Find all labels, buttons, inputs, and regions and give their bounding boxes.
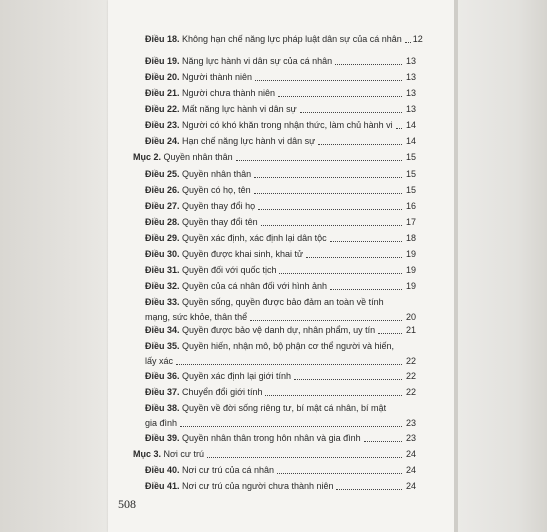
leader-dots <box>330 289 402 290</box>
toc-entry-title: Chuyển đổi giới tính <box>182 387 263 397</box>
toc-entry <box>0 481 547 494</box>
toc-entry-title: Người chưa thành niên <box>182 88 276 98</box>
toc-entry <box>0 403 547 428</box>
toc-entry-page: 20 <box>405 312 416 322</box>
toc-entry-page: 22 <box>405 356 416 366</box>
leader-dots <box>255 80 402 81</box>
toc-entry <box>0 265 547 278</box>
toc-entry-title-cont: lấy xác <box>145 356 174 366</box>
toc-entry-label: Điều 19. <box>145 56 180 66</box>
toc-entry-title: Quyền sống, quyền được bảo đảm an toàn về tính <box>182 297 384 307</box>
leader-dots <box>405 42 411 43</box>
toc-entry-title: Quyền được khai sinh, khai tử <box>182 249 304 259</box>
leader-dots <box>236 160 402 161</box>
toc-entry-label: Điều 24. <box>145 136 180 146</box>
toc-entry-label: Điều 40. <box>145 465 180 475</box>
toc-entry <box>0 104 547 117</box>
toc-entry-page: 18 <box>405 233 416 243</box>
toc-entry-page: 22 <box>405 387 416 397</box>
toc-entry <box>0 56 547 69</box>
leader-dots <box>254 177 402 178</box>
toc-entry <box>0 169 547 182</box>
toc-entry-title: Quyền hiến, nhận mô, bộ phận cơ thể người và hiến, <box>182 341 394 351</box>
leader-dots <box>254 193 402 194</box>
toc-entry-label: Điều 41. <box>145 481 180 491</box>
toc-entry <box>0 120 547 133</box>
toc-entry-page: 22 <box>405 371 416 381</box>
toc-entry-label: Điều 22. <box>145 104 180 114</box>
toc-entry <box>0 136 547 149</box>
toc-entry <box>0 281 547 294</box>
leader-dots <box>294 379 402 380</box>
toc-entry <box>0 249 547 262</box>
toc-entry-label: Điều 38. <box>145 403 180 413</box>
toc-entry-title: Quyền xác định, xác định lại dân tộc <box>182 233 327 243</box>
leader-dots <box>336 489 402 490</box>
toc-entry <box>0 465 547 478</box>
toc-entry <box>0 325 547 338</box>
toc-entry-label: Điều 32. <box>145 281 180 291</box>
toc-entry-title-cont: mạng, sức khỏe, thân thể <box>145 312 248 322</box>
toc-entry-page: 23 <box>405 433 416 443</box>
toc-entry <box>0 233 547 246</box>
leader-dots <box>207 457 402 458</box>
toc-entry-page: 19 <box>405 281 416 291</box>
toc-entry <box>0 433 547 446</box>
toc-entry-label: Điều 33. <box>145 297 180 307</box>
toc-entry-page: 15 <box>405 169 416 179</box>
leader-dots <box>396 128 402 129</box>
toc-entry-label: Điều 31. <box>145 265 180 275</box>
toc-entry-title: Quyền thay đổi họ <box>182 201 256 211</box>
toc-entry-title: Năng lực hành vi dân sự của cá nhân <box>182 56 333 66</box>
leader-dots <box>258 209 402 210</box>
toc-entry-page: 16 <box>405 201 416 211</box>
toc-entry <box>0 88 547 101</box>
leader-dots <box>265 395 402 396</box>
toc-entry-title-cont: gia đình <box>145 418 178 428</box>
toc-entry <box>0 217 547 230</box>
leader-dots <box>176 364 402 365</box>
leader-dots <box>300 112 402 113</box>
toc-section <box>0 449 547 462</box>
toc-entry <box>0 297 547 322</box>
toc-entry-page: 24 <box>405 449 416 459</box>
toc-entry-page: 15 <box>405 185 416 195</box>
toc-entry-label: Điều 25. <box>145 169 180 179</box>
toc-entry-label: Điều 30. <box>145 249 180 259</box>
toc-entry-page: 13 <box>405 72 416 82</box>
toc-entry-page: 23 <box>405 418 416 428</box>
toc-entry-title: Quyền xác định lại giới tính <box>182 371 291 381</box>
leader-dots <box>335 64 402 65</box>
leader-dots <box>279 273 402 274</box>
toc-entry-label: Mục 3. <box>133 449 162 459</box>
toc-entry-title: Quyền có họ, tên <box>182 185 251 195</box>
toc-section <box>0 152 547 165</box>
leader-dots <box>250 320 402 321</box>
toc-entry-title: Quyền nhân thân trong hôn nhân và gia đình <box>182 433 361 443</box>
toc-entry-title: Nơi cư trú <box>163 449 204 459</box>
toc-entry-label: Điều 28. <box>145 217 180 227</box>
toc-entry-label: Điều 37. <box>145 387 180 397</box>
toc-entry-title: Quyền nhân thân <box>163 152 233 162</box>
toc-entry-title: Quyền nhân thân <box>182 169 252 179</box>
leader-dots <box>330 241 402 242</box>
toc-entry-title: Nơi cư trú của người chưa thành niên <box>182 481 334 491</box>
toc-entry <box>0 371 547 384</box>
toc-entry-title: Quyền về đời sống riêng tư, bí mật cá nhân, bí mật <box>182 403 387 413</box>
toc-entry-page: 19 <box>405 265 416 275</box>
toc-entry-label: Điều 23. <box>145 120 180 130</box>
leader-dots <box>318 144 402 145</box>
toc-entry-label: Mục 2. <box>133 152 162 162</box>
toc-entry-page: 12 <box>412 34 423 44</box>
toc-entry-title: Người có khó khăn trong nhận thức, làm chủ hành vi <box>182 120 393 130</box>
toc-entry-page: 14 <box>405 136 416 146</box>
leader-dots <box>364 441 402 442</box>
leader-dots <box>306 257 402 258</box>
toc-entry-title: Không hạn chế năng lực pháp luật dân sự của cá nhân <box>182 34 402 44</box>
toc-entry-title: Mất năng lực hành vi dân sự <box>182 104 297 114</box>
toc-entry <box>0 34 547 47</box>
toc-entry-title: Quyền thay đổi tên <box>182 217 258 227</box>
toc-entry-page: 15 <box>405 152 416 162</box>
leader-dots <box>277 473 402 474</box>
leader-dots <box>261 225 402 226</box>
toc-entry-title: Quyền của cá nhân đối với hình ảnh <box>182 281 328 291</box>
leader-dots <box>180 426 402 427</box>
toc-entry-page: 24 <box>405 465 416 475</box>
toc-entry <box>0 72 547 85</box>
toc-entry-label: Điều 36. <box>145 371 180 381</box>
toc-entry-label: Điều 18. <box>145 34 180 44</box>
toc-entry-page: 13 <box>405 88 416 98</box>
toc-entry-page: 24 <box>405 481 416 491</box>
toc-entry-page: 21 <box>405 325 416 335</box>
toc-entry-label: Điều 29. <box>145 233 180 243</box>
toc-entry-page: 17 <box>405 217 416 227</box>
toc-entry-page: 19 <box>405 249 416 259</box>
toc-entry-page: 13 <box>405 56 416 66</box>
page-number: 508 <box>118 497 136 511</box>
toc-entry-label: Điều 21. <box>145 88 180 98</box>
toc-entry-page: 13 <box>405 104 416 114</box>
toc-entry <box>0 185 547 198</box>
toc-entry-label: Điều 26. <box>145 185 180 195</box>
toc-entry <box>0 387 547 400</box>
toc-entry-label: Điều 35. <box>145 341 180 351</box>
toc-entry-title: Nơi cư trú của cá nhân <box>182 465 274 475</box>
toc-entry-title: Hạn chế năng lực hành vi dân sự <box>182 136 316 146</box>
toc-entry <box>0 201 547 214</box>
toc-entry-label: Điều 39. <box>145 433 180 443</box>
leader-dots <box>278 96 402 97</box>
toc-entry-label: Điều 34. <box>145 325 180 335</box>
toc-entry <box>0 341 547 366</box>
toc-entry-title: Người thành niên <box>182 72 253 82</box>
toc-entry-page: 14 <box>405 120 416 130</box>
toc-entry-title: Quyền được bảo vệ danh dự, nhân phẩm, uy tín <box>182 325 376 335</box>
toc-entry-title: Quyền đối với quốc tịch <box>182 265 277 275</box>
leader-dots <box>378 333 402 334</box>
toc-entry-label: Điều 27. <box>145 201 180 211</box>
toc-entry-label: Điều 20. <box>145 72 180 82</box>
